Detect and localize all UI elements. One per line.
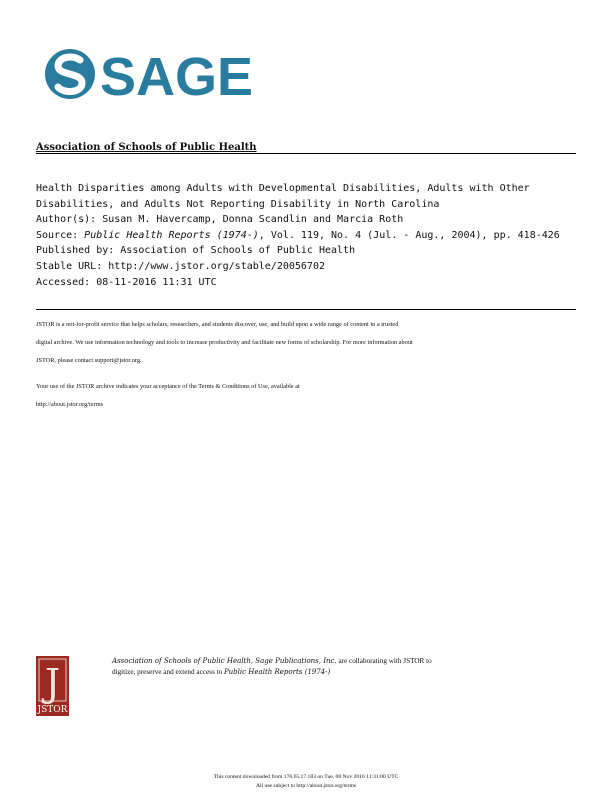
terms-line-1: Your use of the JSTOR archive indicates your acceptance of the Terms & Conditions of Use, available at <box>36 383 300 390</box>
jstor-notice <box>36 316 581 370</box>
collab-text-1: are collaborating with JSTOR to <box>336 657 432 665</box>
source-details: , Vol. 119, No. 4 (Jul. - Aug., 2004), pp. 418-426 <box>258 229 560 241</box>
accessed-date: Accessed: 08-11-2016 11:31 UTC <box>36 276 217 288</box>
collab-journal: Public Health Reports (1974-) <box>223 668 331 676</box>
notice-line-1: JSTOR is a not-for-profit service that helps scholars, researchers, and students discover, use, and build upon a wide range of content in a trusted <box>36 321 399 328</box>
sage-s-roundel-icon <box>45 49 95 99</box>
footer-line-1: This content downloaded from 176.65.17.183 on Tue, 08 Nov 2016 11:31:00 UTC <box>213 774 399 780</box>
collab-text-2: digitize, preserve and extend access to <box>112 668 224 676</box>
collab-publishers: Association of Schools of Public Health, Sage Publications, Inc. <box>112 657 337 665</box>
middle-rule <box>36 309 576 310</box>
article-title-line-2: Disabilities, and Adults Not Reporting Disability in North Carolina <box>36 198 440 210</box>
publisher-name: Association of Schools of Public Health <box>36 142 257 153</box>
download-footer <box>0 773 612 791</box>
svg-text:J: J <box>44 661 61 705</box>
authors: Author(s): Susan M. Havercamp, Donna Scandlin and Marcia Roth <box>36 214 404 226</box>
source-prefix: Source: <box>36 229 85 241</box>
jstor-wordmark: JSTOR <box>37 705 68 715</box>
source-journal: Public Health Reports (1974-) <box>84 229 259 241</box>
source <box>36 228 581 244</box>
jstor-logo-icon <box>36 656 69 716</box>
sage-wordmark: SAGE <box>100 47 254 102</box>
terms-notice <box>36 378 581 414</box>
published-by: Published by: Association of Schools of Public Health <box>36 245 356 257</box>
citation-block <box>36 181 581 290</box>
collaboration-statement <box>112 656 582 678</box>
top-rule <box>36 153 576 154</box>
article-title-line-1: Health Disparities among Adults with Developmental Disabilities, Adults with Other <box>36 183 530 194</box>
sage-logo <box>44 46 254 102</box>
notice-line-2: digital archive. We use information technology and tools to increase productivity and facilitate new forms of scholarship. For more information about <box>36 339 413 346</box>
stable-url[interactable]: Stable URL: http://www.jstor.org/stable/20056702 <box>36 260 325 272</box>
notice-line-3: JSTOR, please contact support@jstor.org. <box>36 357 142 364</box>
footer-line-2: All use subject to http://about.jstor.org/terms <box>256 783 356 789</box>
terms-link[interactable]: http://about.jstor.org/terms <box>36 401 104 408</box>
